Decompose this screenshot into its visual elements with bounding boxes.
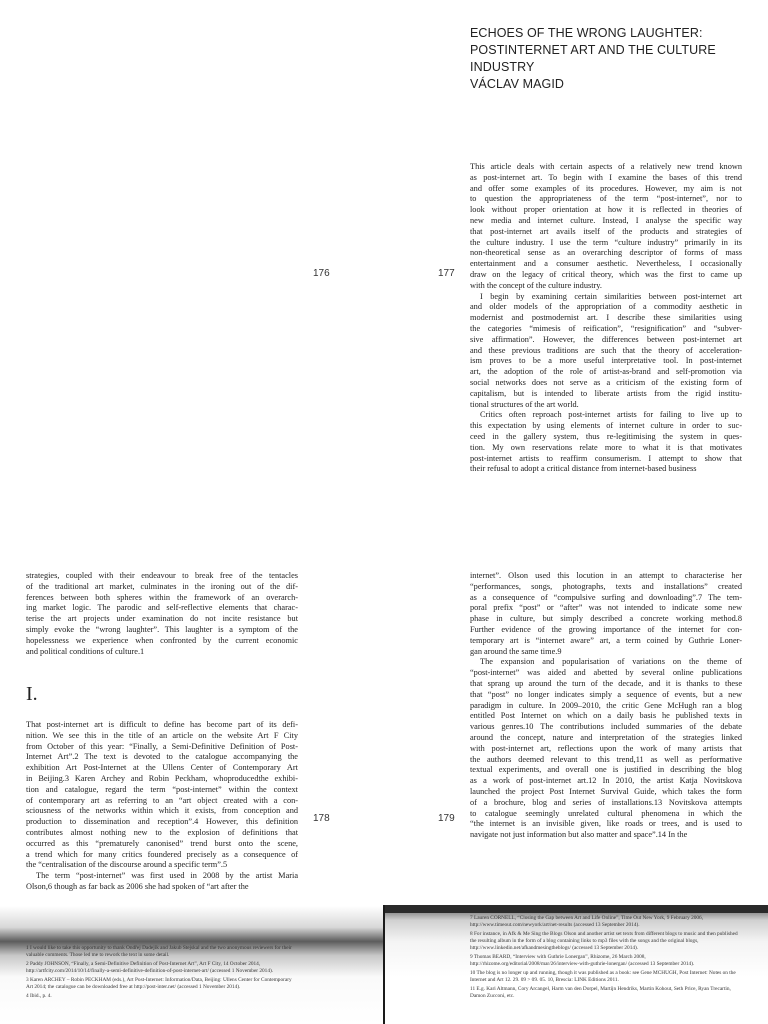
paragraph-olson [470, 571, 742, 657]
text-line: I begin by examining certain similarities between post-internet art [480, 291, 742, 301]
text-line: of contemporary art as referring to an “art object created with a con- [26, 795, 298, 805]
text-line: look without proper orientation at how it is reflected in theories of [470, 205, 742, 215]
paragraph-definition [26, 720, 298, 871]
text-line: paradigm in culture. In 2009–2010, the critic Gene McHugh ran a blog [470, 700, 742, 710]
text-line: non-theoretical sense as an overarching descriptor of forms of mass [470, 248, 742, 258]
text-line: art, the adoption of the role of artist-as-brand and self-promotion via [470, 367, 742, 377]
text-line: hopelessness we experience when confronted by the current economic [26, 635, 298, 645]
text-line: of the traditional art market, culminates in the ironing out of the dif- [26, 581, 298, 591]
text-line: and older models of the appropriation of a commodity aesthetic in [470, 302, 742, 312]
text-line: to catalogue seemingly unrelated cultural phenomena in which the [470, 808, 742, 818]
text-line: as a work of post-internet art.12 In 2010, the artist Katja Novitskova [470, 776, 742, 786]
text-line: and offer some examples of its procedures. However, my aim is not [470, 183, 742, 193]
text-line: and political conditions of culture.1 [26, 646, 145, 656]
section-heading: I. [26, 683, 38, 705]
text-line: navigate not just information but also matter and space”.14 In the [470, 830, 688, 840]
footnotes-left [26, 945, 298, 1002]
text-line: launched the project Post Internet Survival Guide, which takes the form [470, 786, 742, 796]
footnote-item: 1 I would like to take this opportunity to thank Ondřej Dadejík and Jakub Stejskal and the two anonymous reviewers for their valuable comments. Those led me to rework the text in some detail. [26, 945, 292, 959]
paragraph-similarities [470, 292, 742, 411]
text-line: tion. My own reservations relate more to what it is that motivates [470, 442, 742, 452]
page-number-179: 179 [438, 813, 455, 824]
text-line: as post-internet art. To begin with I examine the bases of this trend [470, 172, 742, 182]
footnote-item: 2 Paddy JOHNSON, “Finally, a Semi-Definitive Definition of Post-Internet Art”, Art F City, 14 October 2014, http://artfcity.com/2014/10/14/finally-a-semi-definitive-definition-of-post-internet-art/ (accessed 1 November 2014). [26, 961, 274, 975]
left-text-column-bottom [26, 720, 298, 893]
text-line: Critics often reproach post-internet artists for failing to live up to [480, 410, 742, 420]
text-line: strategies, coupled with their endeavour to break free of the tentacles [26, 571, 298, 580]
text-line: as a consequence of “compulsive surfing and downloading”.7 The tem- [470, 592, 742, 602]
text-line: ferences between both spheres within the framework of an overarch- [26, 592, 298, 602]
text-line: nition. We see this in the title of an article on the website Art F City [26, 730, 298, 740]
text-line: tion and catalogue, regard the term “post-internet” within the context [26, 784, 298, 794]
paragraph-expansion [470, 657, 742, 841]
text-line: “post-internet” was aided and abetted by several online publications [470, 668, 742, 678]
text-line: tional structures of the art world. [470, 399, 579, 409]
text-line: the authors deemed relevant to this trend,11 as well as performative [470, 754, 742, 764]
scan-edge-band [384, 905, 768, 913]
text-line: Internet Art”.2 The text is devoted to the catalogue accompanying the [26, 752, 298, 762]
text-line: “the internet is an invisible given, like roads or trees, and is used to [470, 819, 742, 829]
text-line: contributes almost nothing new to the explosion of definitions that [26, 827, 298, 837]
text-line: that sprang up around the turn of the decade, and it is thanks to these [470, 678, 742, 688]
text-line: various genres.10 The contributions included summaries of the debate [470, 722, 742, 732]
text-line: the “centralisation of the discourse around a specific term”.5 [26, 860, 228, 870]
text-line: modernist and postmodernist art. I describe these similarities using [470, 313, 742, 323]
text-line: the culture industry. I use the term “culture industry” primarily in its [470, 237, 742, 247]
text-line: that “post” no longer indicates simply a sequence of events, but a new [470, 689, 742, 699]
text-line: The expansion and popularisation of variations on the theme of [480, 657, 742, 667]
text-line: entitled Post Internet on which on a daily basis he published texts in [470, 711, 742, 721]
text-line: with post-internet art, reflections upon the work of many artists that [470, 743, 742, 753]
title-line-2: POSTINTERNET ART AND THE CULTURE [470, 43, 716, 57]
text-line: production to dissemination and reception”.4 However, this definition [26, 817, 298, 827]
text-line: ing market logic. The parodic and self-reflective elements that charac- [26, 603, 298, 613]
text-line: capitalism, but is intended to liberate artists from the rigid institu- [470, 388, 742, 398]
text-line: their refusal to adopt a critical distance from internet-based business [470, 464, 697, 474]
text-line: simply evoke the “wrong laughter”. This laughter is a symptom of the [26, 624, 298, 634]
text-line: This article deals with certain aspects of a relatively new trend known [470, 162, 742, 171]
title-line-3: INDUSTRY [470, 60, 535, 74]
text-line: this expectation by using elements of internet culture in order to suc- [470, 421, 742, 431]
text-line: occurred as this “prematurely canonised” trend burst onto the scene, [26, 838, 298, 848]
paragraph-critics [470, 410, 742, 475]
text-line: around the concept, nature and interpretation of the strategies linked [470, 732, 742, 742]
text-line: textual experiments, and overall one is justified in describing the blog [470, 765, 742, 775]
text-line: sciousness of the networks within which it exists, from conception and [26, 806, 298, 816]
text-line: with the concept of the culture industry. [470, 280, 602, 290]
text-line: internet”. Olson used this locution in an attempt to characterise her [470, 571, 742, 580]
page-gutter [383, 905, 385, 1024]
text-line: that post-internet art avails itself of the products and strategies of [470, 226, 742, 236]
text-line: “performances, songs, photographs, texts and installations” created [470, 581, 742, 591]
title-line-1: ECHOES OF THE WRONG LAUGHTER: [470, 26, 703, 40]
footnote-item: 4 Ibid., p. 4. [26, 993, 52, 999]
text-line: ism proves to be a more useful interpretative tool. In post-internet [470, 356, 742, 366]
text-line: ceed in the gallery system, thus re-legitimising the system in ques- [470, 431, 742, 441]
text-line: sive affirmation”. However, the differences between post-internet art [470, 334, 742, 344]
text-line: Olson,6 though as far back as 2006 she had spoken of “art after the [26, 881, 249, 891]
text-line: of a brochure, blog and series of installations.13 Novitskova attempts [470, 797, 742, 807]
footnote-item: 10 The blog is no longer up and running, though it was published as a book: see Gene MCHUGH, Post Internet: Notes on the Internet and Art 12. 29. 09 > 09. 05. 10, Brescia: LINK Editions 2011. [470, 970, 736, 984]
abstract-text-column [470, 162, 742, 475]
right-text-column [470, 571, 742, 841]
paragraph-intro [470, 162, 742, 292]
article-title [470, 25, 760, 93]
left-text-column-top [26, 571, 298, 657]
text-line: That post-internet art is difficult to define has become part of its defi- [26, 720, 298, 729]
text-line: social networks does not serve as a criticism of the existing form of [470, 377, 742, 387]
text-line: exhibition Art Post-Internet at the Ullens Center of Contemporary Art [26, 763, 298, 773]
text-line: poral prefix “post” or “after” was not intended to indicate some new [470, 603, 742, 613]
text-line: and these previous traditions are such that the theory of acceleration- [470, 345, 742, 355]
page-number-177: 177 [438, 268, 455, 279]
text-line: to question the appropriateness of the term “post-internet”, nor to [470, 194, 742, 204]
footnote-item: 3 Karen ARCHEY – Robin PECKHAM (eds.), Art Post-Internet: Information/Data, Beijing: Ullens Center for Contemporary Art 2014; the catalogue can be downloaded free at http://post-inter.net/ (accessed 1 November 2014). [26, 977, 292, 991]
text-line: in Beijing.3 Karen Archey and Robin Peckham, whoproducedthe exhibi- [26, 773, 298, 783]
page-number-178: 178 [313, 813, 330, 824]
footnote-item: 9 Thomas BEARD, “Interview with Guthrie Lonergan”, Rhizome, 26 March 2008, http://rhizome.org/editorial/2008/mar/26/interview-with-guthrie-lonergan/ (accessed 13 September 2014). [470, 954, 695, 968]
text-line: phase in culture, but simply described a concrete working method.8 [470, 614, 742, 624]
text-line: The term “post-internet” was first used in 2008 by the artist Maria [36, 871, 298, 881]
text-line: the categories “mimesis of reification”, “resignification” and “subver- [470, 323, 742, 333]
text-line: gan around the same time.9 [470, 646, 562, 656]
page-number-176: 176 [313, 268, 330, 279]
footnote-item: 11 E.g. Kari Altmann, Cory Arcangel, Harm van den Dorpel, Martijn Hendriks, Martin Kohout, Seth Price, Ryan Trecartin, Damon Zucconi, etc. [470, 986, 731, 1000]
paragraph-strategies [26, 571, 298, 657]
text-line: draw on the legacy of critical theory, which was the first to came up [470, 269, 742, 279]
text-line: Further evidence of the growing importance of the internet for con- [470, 624, 742, 634]
text-line: entertainment and a consumer aesthetic. Nevertheless, I occasionally [470, 259, 742, 269]
footnote-item: 7 Lauren CORNELL, “Closing the Gap between Art and Life Online”, Time Out New York, 9 February 2006, http://www.timeout.com/newyork/art/net-results (accessed 13 September 2014). [470, 915, 704, 929]
text-line: temporary art is “internet aware” art, a term coined by Guthrie Loner- [470, 635, 742, 645]
text-line: post-internet artists to reaffirm consumerism. I attempt to show that [470, 453, 742, 463]
text-line: terise the art projects under examination do not incite resistance but [26, 614, 298, 624]
footnote-item: 8 For instance, in Afk & Me Sing the Blogs Olson and another artist set texts from different blogs to music and then published the resulting album in the form of a blog containing links to mp3 files with the songs and the original blogs, http://www.linkedin.net/afkandmesingtheblogs/ (accessed 13 September 2014). [470, 931, 738, 952]
text-line: new media and internet culture. Instead, I analyse the specific way [470, 215, 742, 225]
footnotes-right [470, 915, 742, 1002]
text-line: a trend which for many critics foundered precisely as a consequence of [26, 849, 298, 859]
text-line: from October of this year: “Finally, a Semi-Definitive Definition of Post- [26, 741, 298, 751]
paragraph-term-origin [26, 871, 298, 893]
author-name: VÁCLAV MAGID [470, 77, 565, 91]
